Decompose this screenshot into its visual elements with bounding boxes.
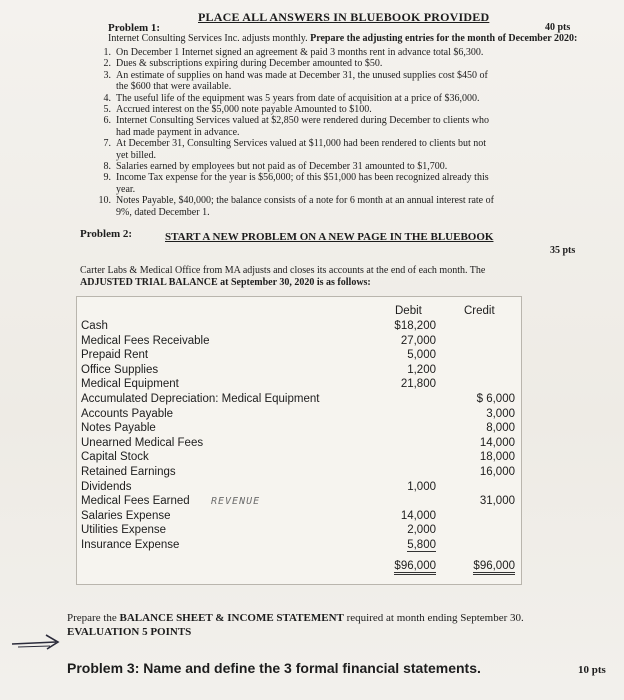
credit-amount: 31,000 [479,495,515,508]
problem1-item-number: 9. [103,172,111,184]
problem2-intro-line1: Carter Labs & Medical Office from MA adjusts and closes its accounts at the end of each month. The [80,265,486,276]
account-name: Medical Fees Receivable [81,334,210,347]
problem1-item [96,93,480,105]
account-name: Notes Payable [81,422,156,435]
debit-amount: 21,800 [400,378,436,391]
problem1-item [96,115,489,127]
debit-amount: 1,200 [407,363,436,376]
credit-column-header: Credit [464,305,495,317]
total-debit: $96,000 [394,560,436,575]
pen-arrow-icon [10,632,62,654]
problem1-item-number: 6. [103,115,111,127]
problem1-item-text: Notes Payable, $40,000; the balance consists of a note for 6 month at an annual interest rate of [116,195,494,207]
debit-amount: 5,800 [407,539,436,551]
problem1-item-text: Accrued interest on the $5,000 note payable Amounted to $100. [116,104,372,115]
problem1-item-number: 3. [103,69,111,81]
problem1-item [96,207,210,219]
debit-amount: 5,000 [407,349,436,362]
credit-amount: 14,000 [479,436,515,449]
table-row [77,466,521,480]
account-name: Insurance Expense [81,539,180,551]
account-name: Dividends [81,480,132,493]
problem1-item-text: Income Tax expense for the year is $56,000; of this $51,000 has been recognized already this [116,172,489,184]
problem1-intro-company: Internet Consulting Services Inc. adjusts monthly. [108,33,311,44]
table-row [77,422,521,436]
problem1-item-number: 8. [103,161,111,172]
total-credit: $96,000 [473,560,515,575]
table-row [77,495,521,509]
credit-amount: 3,000 [486,407,515,420]
table-row [77,451,521,465]
problem2-title: START A NEW PROBLEM ON A NEW PAGE IN THE BLUEBOOK [165,231,494,243]
account-name: Medical Equipment [81,378,179,391]
debit-amount: 14,000 [400,509,436,522]
problem1-item [96,58,382,70]
handwritten-revenue-note: REVENUE [211,496,261,508]
account-name: Capital Stock [81,451,149,464]
problem1-item-number: 7. [103,138,111,150]
account-name: Accounts Payable [81,407,174,420]
problem2-points: 35 pts [550,245,576,256]
table-row [77,510,521,524]
debit-amount: 1,000 [407,480,436,493]
problem1-item-text: had made payment in advance. [116,126,240,138]
problem1-points: 40 pts [545,22,571,33]
problem2-intro-line2: ADJUSTED TRIAL BALANCE at September 30, 2020 is as follows: [80,277,371,288]
credit-amount: 16,000 [479,466,515,478]
table-row [77,408,521,422]
prepare-instruction-start: Prepare the [67,612,120,624]
problem1-item-text: yet billed. [116,149,156,161]
problem1-item [96,161,447,173]
debit-column-header: Debit [395,305,422,317]
account-name: Cash [81,320,108,332]
table-row [77,481,521,495]
problem1-item-number: 4. [103,92,111,104]
problem1-item [96,195,494,207]
problem1-item-text: At December 31, Consulting Services valued at $11,000 had been rendered to clients but not [116,138,487,150]
problem1-item [96,127,240,139]
prepare-instruction-end: required at month ending September 30. [343,612,524,624]
credit-amount: $ 6,000 [476,393,515,405]
problem1-item-text: year. [116,183,136,195]
problem1-item [96,104,372,116]
problem1-item-number: 10. [98,195,111,207]
problem1-item-text: Dues & subscriptions expiring during December amounted to $50. [116,58,383,70]
account-name: Utilities Expense [81,524,167,537]
table-row [77,378,521,392]
problem1-item [96,81,231,93]
problem1-intro [108,33,577,44]
problem1-item [96,47,483,59]
account-name: Salaries Expense [81,509,171,522]
problem1-item-text: An estimate of supplies on hand was made at December 31, the unused supplies cost $450 of [116,69,488,81]
debit-amount: 2,000 [407,524,436,537]
problem1-item-number: 2. [103,58,111,70]
table-row [77,524,521,538]
table-row [77,349,521,363]
account-name: Medical Fees Earned [81,495,190,508]
problem1-item [96,150,156,162]
table-row [77,364,521,378]
prepare-instruction-statements: BALANCE SHEET & INCOME STATEMENT [119,612,344,624]
prepare-statements-instruction [67,612,524,624]
problem1-item-text: Internet Consulting Services valued at $2,850 were rendered during December to clients who [116,115,489,127]
account-name: Unearned Medical Fees [81,436,204,449]
adjusted-trial-balance-table [76,296,522,585]
problem1-label: Problem 1: [108,22,161,34]
problem1-item-text: the $600 that were available. [116,81,232,93]
problem1-item [96,138,486,150]
table-row [77,320,521,334]
account-name: Prepaid Rent [81,349,149,362]
problem1-item-text: Salaries earned by employees but not paid as of December 31 amounted to $1,700. [116,161,448,172]
account-name: Accumulated Depreciation: Medical Equipment [81,393,320,405]
problem3-points: 10 pts [578,664,606,676]
page-header-title: PLACE ALL ANSWERS IN BLUEBOOK PROVIDED [198,10,490,24]
table-row [77,539,521,553]
debit-amount: $18,200 [394,320,436,332]
problem3-text: Problem 3: Name and define the 3 formal financial statements. [67,660,481,676]
credit-amount: 18,000 [479,451,515,464]
debit-amount: 27,000 [400,334,436,347]
table-row [77,393,521,407]
table-row [77,437,521,451]
problem1-item-text: On December 1 Internet signed an agreement & paid 3 months rent in advance total $6,300. [116,47,484,58]
problem1-item-text: The useful life of the equipment was 5 years from date of acquisition at a price of $36,000. [116,92,480,104]
problem1-item-number: 1. [103,47,111,58]
problem1-item-number: 5. [103,104,111,115]
credit-amount: 8,000 [486,422,515,435]
problem1-item [96,184,135,196]
evaluation-points: EVALUATION 5 POINTS [67,626,192,638]
problem1-intro-instruction: Prepare the adjusting entries for the month of December 2020: [310,33,578,44]
table-row [77,335,521,349]
account-name: Retained Earnings [81,466,176,478]
trial-balance-totals-row [77,560,521,574]
problem1-item [96,70,488,82]
problem1-item-text: 9%, dated December 1. [116,206,210,218]
problem1-item [96,172,489,184]
account-name: Office Supplies [81,363,159,376]
problem2-label: Problem 2: [80,228,133,240]
